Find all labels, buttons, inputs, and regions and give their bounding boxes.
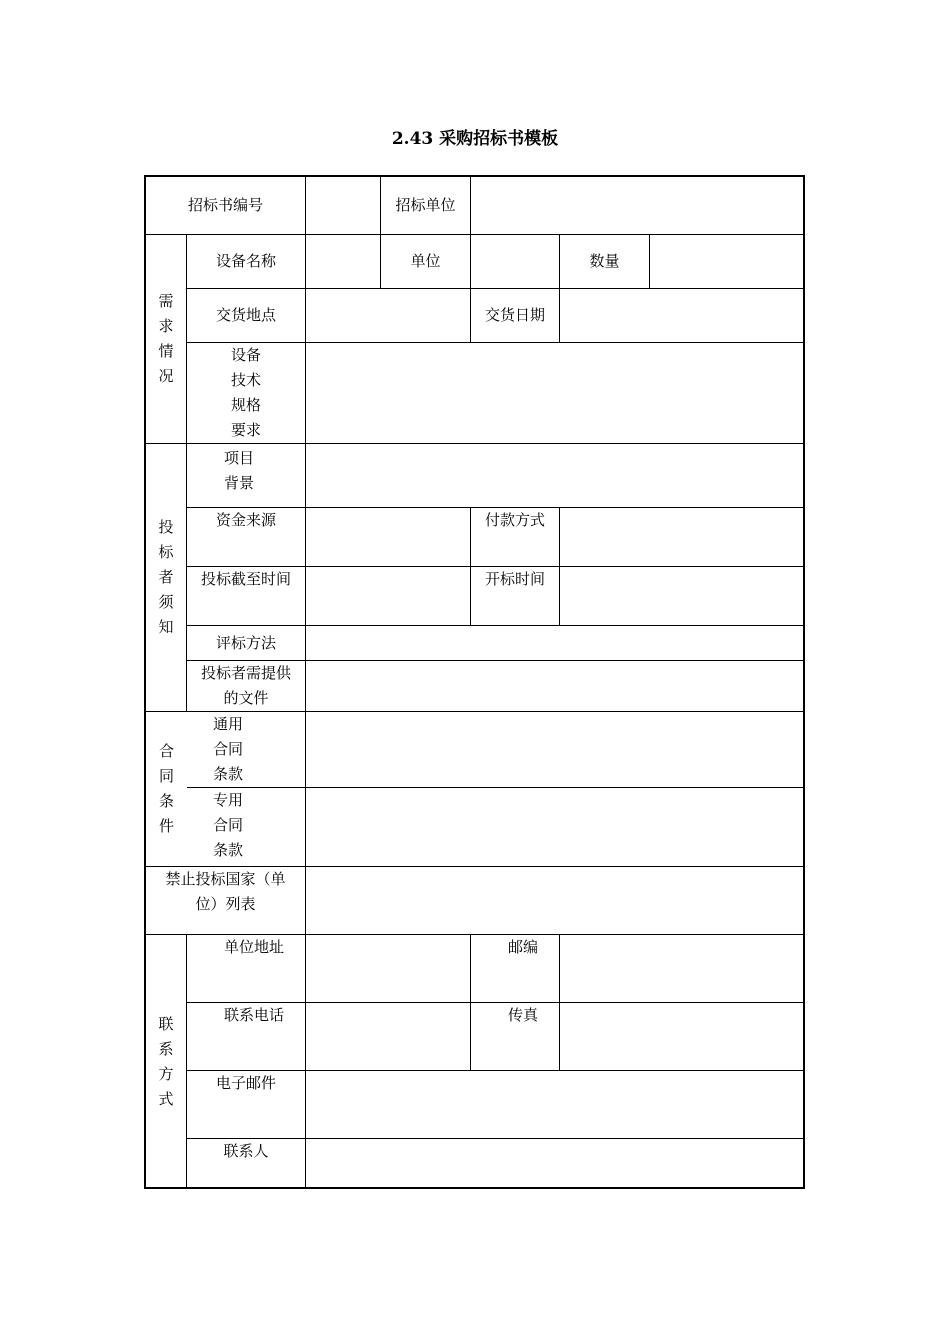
- delivery-place-field[interactable]: [306, 289, 471, 343]
- equipment-name-field[interactable]: [306, 235, 381, 289]
- bid-opening-field[interactable]: [560, 567, 805, 626]
- phone-label: 联系电话: [187, 1003, 306, 1071]
- payment-method-label: 付款方式: [471, 508, 560, 567]
- prohibited-list-field[interactable]: [306, 867, 805, 935]
- phone-field[interactable]: [306, 1003, 471, 1071]
- contract-section-text: 合 同 条 件: [158, 742, 174, 835]
- bidder-notice-section-label: [146, 444, 187, 712]
- prohibited-list-label: 禁止投标国家（单 位）列表: [146, 867, 306, 935]
- address-label: 单位地址: [187, 935, 306, 1003]
- special-terms-label: 专用 合同 条款: [187, 788, 306, 867]
- email-label: 电子邮件: [187, 1071, 306, 1139]
- contact-section-label: [146, 935, 187, 1189]
- page-title: 2.43 采购招标书模板: [391, 129, 559, 149]
- fax-label: 传真: [471, 1003, 560, 1071]
- fund-source-field[interactable]: [306, 508, 471, 567]
- tech-spec-label: 设备 技术 规格 要求: [187, 343, 306, 444]
- evaluation-method-label: 评标方法: [187, 626, 306, 661]
- contact-section-text: 联 系 方 式: [158, 1015, 174, 1108]
- general-terms-field[interactable]: [306, 712, 805, 788]
- delivery-place-label: 交货地点: [187, 289, 306, 343]
- issuer-label: 招标单位: [381, 177, 471, 235]
- contract-section-label: [146, 712, 187, 867]
- fax-field[interactable]: [560, 1003, 805, 1071]
- unit-field[interactable]: [471, 235, 560, 289]
- postcode-field[interactable]: [560, 935, 805, 1003]
- evaluation-method-field[interactable]: [306, 626, 805, 661]
- general-terms-label: 通用 合同 条款: [187, 712, 306, 788]
- address-field[interactable]: [306, 935, 471, 1003]
- postcode-label: 邮编: [471, 935, 560, 1003]
- contact-person-label: 联系人: [187, 1139, 306, 1189]
- doc-number-label: 招标书编号: [146, 177, 306, 235]
- equipment-name-label: 设备名称: [187, 235, 306, 289]
- required-docs-field[interactable]: [306, 661, 805, 712]
- payment-method-field[interactable]: [560, 508, 805, 567]
- bid-deadline-label: 投标截至时间: [187, 567, 306, 626]
- demand-section-label: [146, 235, 187, 444]
- issuer-field[interactable]: [471, 177, 805, 235]
- email-field[interactable]: [306, 1071, 805, 1139]
- unit-label: 单位: [381, 235, 471, 289]
- bid-deadline-field[interactable]: [306, 567, 471, 626]
- project-background-label: 项目 背景: [187, 444, 306, 508]
- quantity-label: 数量: [560, 235, 650, 289]
- delivery-date-field[interactable]: [560, 289, 805, 343]
- contact-person-field[interactable]: [306, 1139, 805, 1189]
- bid-opening-label: 开标时间: [471, 567, 560, 626]
- project-background-field[interactable]: [306, 444, 805, 508]
- required-docs-label: 投标者需提供 的文件: [187, 661, 306, 712]
- doc-number-field[interactable]: [306, 177, 381, 235]
- bidder-notice-section-text: 投 标 者 须 知: [158, 518, 174, 636]
- fund-source-label: 资金来源: [187, 508, 306, 567]
- special-terms-field[interactable]: [306, 788, 805, 867]
- quantity-field[interactable]: [650, 235, 805, 289]
- tech-spec-field[interactable]: [306, 343, 805, 444]
- delivery-date-label: 交货日期: [471, 289, 560, 343]
- demand-section-text: 需 求 情 况: [158, 292, 174, 385]
- tender-form-table: [144, 175, 805, 1189]
